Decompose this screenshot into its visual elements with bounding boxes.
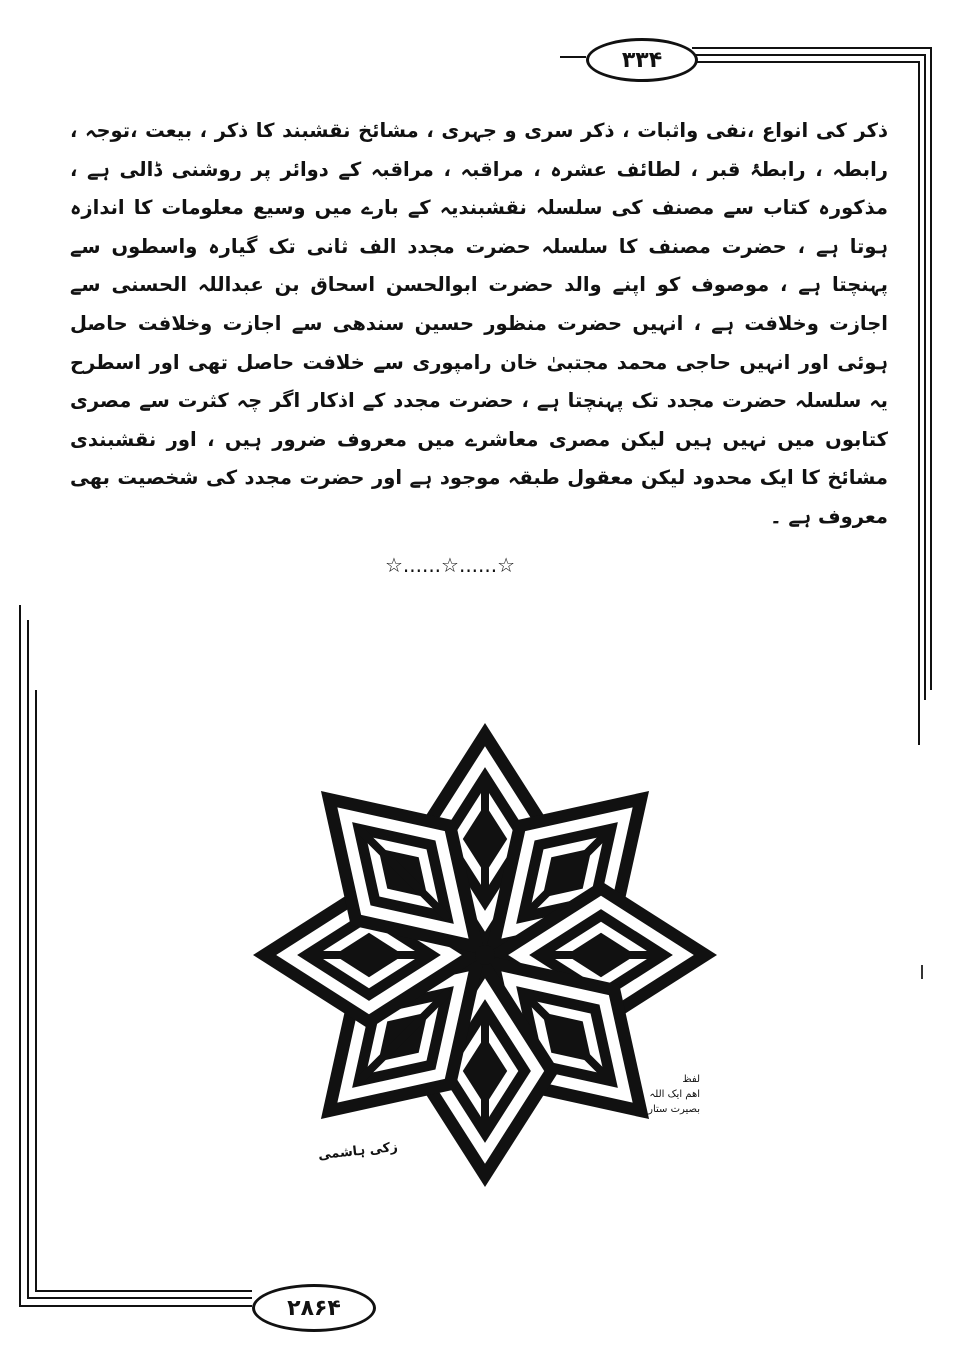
page-number-bottom: ۲۸۶۴ [252,1284,376,1332]
signature-note: لفظ اھم ایک اللہ بصیرت ستار [648,1074,700,1115]
artist-signature: زکی ہاشمی [317,1139,399,1164]
section-separator: ☆......☆......☆ [384,553,516,577]
star-arm-stroke [481,1006,489,1136]
stray-mark [921,965,923,979]
star-arm-stroke [481,774,489,904]
page-number-top: ۳۳۴ [586,38,698,82]
star-arm-stroke [304,951,434,959]
star-arm-stroke [536,951,666,959]
star-center [475,945,495,965]
body-paragraph: ذکر کی انواع ،نفی واثبات ، ذکر سری و جہری ، مشائخ نقشبند کا ذکر ، بیعت ،توجہ ، رابطہ ، رابطۂ قبر ، لطائف عشرہ ، مراقبہ ، مراقبہ کے دوائر پر روشنی ڈالی ہے ، مذکورہ کتاب سے مصنف کی سلسلہ نقشبندیہ کے بارے میں وسیع معلومات کا اندازہ ہوتا ہے ، حضرت مصنف کا سلسلہ حضرت مجدد الف ثانی تک گیارہ واسطوں سے پہنچتا ہے ، موصوف کو اپنے والد حضرت ابوالحسن اسحاق بن عبداللہ الحسنی سے اجازت وخلافت ہے ، انہیں حضرت منظور حسین سندھی سے اجازت وخلافت حاصل ہوئی اور انہیں حاجی محمد مجتبیٰ خان رامپوری سے خلافت حاصل تھی اور اسطرح یہ سلسلہ حضرت مجدد تک پہنچتا ہے ، حضرت مجدد کے اذکار اگر چہ کثرت سے مصری کتابوں میں نہیں ہیں لیکن مصری معاشرے میں معروف ضرور ہیں ، اور نقشبندی مشائخ کا ایک محدود لیکن معقول طبقہ موجود ہے اور حضرت مجدد کی شخصیت بھی معروف ہے ۔ [70,119,888,528]
star-calligraphy-icon [250,720,720,1190]
